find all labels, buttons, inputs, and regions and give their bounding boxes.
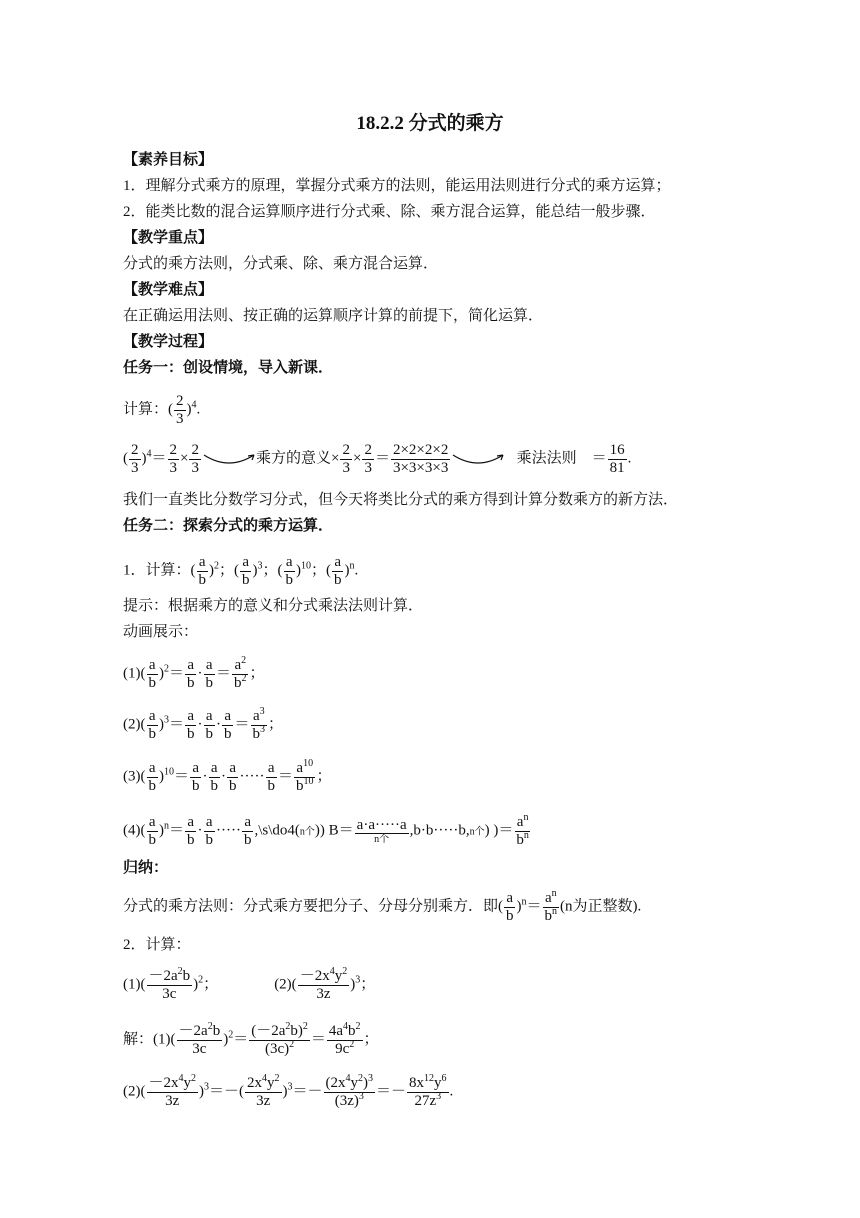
problems-line: (1)( $\frac{-2a^2b}{3c}$ )$^2$； (2)( $\frac{-2x^4y^2}{3z}$ )$^3$； — [123, 966, 376, 1002]
arrow-icon — [202, 451, 256, 467]
mult-rule-label: 乘法法则 — [516, 450, 577, 467]
key-heading: 【教学重点】 — [123, 230, 214, 246]
n-count: n个 — [374, 834, 390, 846]
rule-line: 分式的乘方法则：分式乘方要把分子、分母分别乘方．即( $\frac{a}{b}$ )$^n$＝ $\frac{a^n}{b^n}$ (n为正整数). — [123, 888, 642, 924]
intro-text: 我们一直类比分数学习分式，但今天将类比分式的乘方得到计算分数乘方的新方法． — [123, 492, 679, 508]
item-2-label: 2．计算： — [123, 937, 191, 953]
rule-text: 分式的乘方法则：分式乘方要把分子、分母分别乘方．即 — [123, 898, 499, 915]
calc-label: 计算： — [123, 401, 169, 418]
garbled-field: ,\s\do4( — [254, 822, 300, 839]
n-count: n个 — [469, 826, 485, 838]
key-text: 分式的乘方法则，分式乘、除、乘方混合运算． — [123, 256, 439, 272]
rule-note: (n为正整数). — [560, 898, 642, 915]
goals-heading: 【素养目标】 — [123, 152, 214, 168]
fraction-chain: ( $\frac{2}{3}$ )$^4$＝ $\frac{2}{3}$ × $\frac{2}{3}$ 乘方的意义× $\frac{2}{3}$ × $\frac{2}{3}$ ＝ $\frac{2\times 2\times 2\times 2}{3\times 3\times 3\times 3}$ 乘法法则 ＝ $\frac{16}{81}$ . — [123, 442, 632, 476]
arrow-icon — [451, 451, 505, 467]
solution-label: 解： — [123, 1031, 154, 1048]
difficulty-heading: 【教学难点】 — [123, 282, 214, 298]
item-1-label: 1．计算： — [123, 562, 191, 579]
goal-1: 1．理解分式乘方的原理，掌握分式乘方的法则，能运用法则进行分式的乘方运算； — [123, 178, 671, 194]
formula-4: (4)( $\frac{a}{b}$ )$^n$＝ $\frac{a}{b}$ · $\frac{a}{b}$ ····· $\frac{a}{b}$ ,\s\do4(n个)) B＝ $\frac{a\cdot a\cdot\cdot\cdot\cdot\cdot a}{\text{n个}}$ ,b·b·····b,n个) )＝ $\frac{a^n}{b^n}$ — [123, 812, 529, 848]
task-1: 任务一：创设情境，导入新课． — [123, 360, 334, 376]
item-1-line: 1．计算：( $\frac{a}{b}$ )$^2$；( $\frac{a}{b}$ )$^3$；( $\frac{a}{b}$ )$^{10}$；( $\frac{a}{b}$ )$^n$. — [123, 554, 359, 588]
n-count: n个 — [299, 826, 315, 838]
formula-3: (3)( $\frac{a}{b}$ )$^{10}$＝ $\frac{a}{b}$ · $\frac{a}{b}$ · $\frac{a}{b}$ ····· $\frac{a}{b}$ ＝ $\frac{a^{10}}{b^{10}}$ ； — [123, 758, 332, 794]
formula-1: (1)( $\frac{a}{b}$ )$^2$＝ $\frac{a}{b}$ · $\frac{a}{b}$ ＝ $\frac{a^2}{b^2}$ ； — [123, 655, 265, 691]
summary-heading: 归纳： — [123, 860, 169, 876]
solution-2: (2)( $\frac{-2x^4y^2}{3z}$ )$^3$＝－( $\frac{2x^4y^2}{3z}$ )$^3$＝－ $\frac{(2x^4y^2)^3}{(3z)^3}$ ＝－ $\frac{8x^{12}y^6}{27z^3}$ . — [123, 1073, 454, 1109]
solution-1: 解：(1)( $\frac{-2a^2b}{3c}$ )$^2$＝ $\frac{(-2a^2b)^2}{(3c)^2}$ ＝ $\frac{4a^4b^2}{9c^2}$ ； — [123, 1021, 379, 1057]
page-title: 18.2.2 分式的乘方 — [356, 113, 504, 134]
meaning-label: 乘方的意义 — [255, 450, 331, 467]
hint-text: 提示：根据乘方的意义和分式乘法法则计算． — [123, 598, 424, 614]
difficulty-text: 在正确运用法则、按正确的运算顺序计算的前提下，简化运算． — [123, 308, 544, 324]
formula-2: (2)( $\frac{a}{b}$ )$^3$＝ $\frac{a}{b}$ · $\frac{a}{b}$ · $\frac{a}{b}$ ＝ $\frac{a^3}{b^3}$ ； — [123, 706, 284, 742]
goal-2: 2．能类比数的混合运算顺序进行分式乘、除、乘方混合运算，能总结一般步骤． — [123, 204, 656, 220]
calc-line: 计算：( $\frac{2}{3}$ )$^4$. — [123, 393, 201, 427]
process-heading: 【教学过程】 — [123, 334, 214, 350]
animation-label: 动画展示： — [123, 624, 199, 640]
task-2: 任务二：探索分式的乘方运算． — [123, 518, 334, 534]
